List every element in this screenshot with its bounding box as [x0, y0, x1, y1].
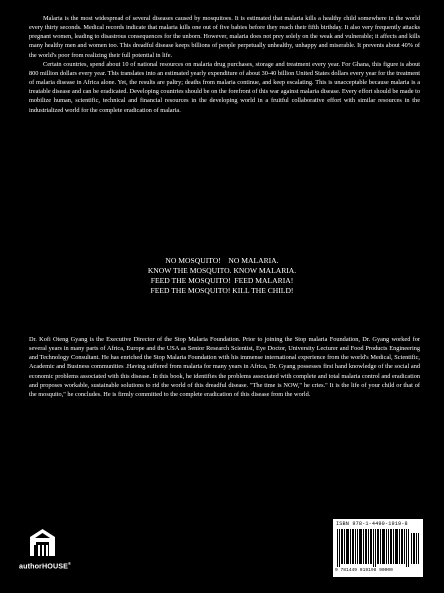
- description-paragraph-1: Malaria is the most widespread of several diseases caused by mosquitoes. It is estimated that malaria kills a healthy child somewhere in the world every thirty seconds. Medical records indicate that malaria kills one out of five babies before they reach their fifth birthday. It also very frequently attacks pregnant women, leading to disastrous consequences for the unborn. However, malaria does not prey solely on the weak and vulnerable; it affects and kills many healthy men and women too. This dreadful disease keeps billions of people perpetually unhealthy, unhappy and miserable. It prevents about 40% of the world's poor from realizing their full potential in life.: [29, 15, 420, 59]
- author-bio: [29, 335, 420, 399]
- slogan-line: FEED THE MOSQUITO! KILL THE CHILD!: [150, 286, 294, 295]
- description-paragraph-2: Certain countries, spend about 10 of national resources on malaria drug purchases, storage and treatment every year. For Ghana, this figure is about 800 million dollars every year. This translates into an estimated yearly expenditure of about 30-40 billion United States dollars every year for the treatment of malaria disease in Africa alone. Yet, the results are paltry; deaths from malaria continue, and keep escalating. This is unacceptable because malaria is a treatable disease and can be eradicated. Developing countries should be on the forefront of this war against malaria disease. Every effort should be made to mobilize human, scientific, technical and financial resources in the developing world in a fruitful collaborative effort with similar resources in the industrialized world for the complete eradication of malaria.: [29, 60, 420, 114]
- price-code: 90000: [379, 568, 393, 573]
- author-bio-text: Dr. Kofi Oteng Gyang is the Executive Director of the Stop Malaria Foundation. Prior to joining the Stop malaria Foundation, Dr. Gyang worked for several years in many parts of Africa, Europe and the USA as Senior Research Scientist, Eye Doctor, University Lecturer and Food Products Engineering and Technology Consultant. He has enriched the Stop Malaria Foundation with his immense international experience from the world's Medical, Scientific, Academic and Business communities .Having suffered from malaria for many years in Africa, Dr. Gyang possesses first hand knowledge of the social and economic problems associated with this disease. In this book, he identifies the problems associated with complete and total malaria control and eradication and proposes workable, sustainable solutions to rid the world of this dreadful disease. "The time is NOW," he cries." It is the life of your child or that of the mosquito," he concludes. He is firmly committed to the complete eradication of this disease from the world.: [29, 336, 420, 398]
- slogan-line: KNOW THE MOSQUITO. KNOW MALARIA.: [147, 266, 297, 275]
- slogan-line: NO MOSQUITO! NO MALARIA.: [165, 256, 279, 265]
- isbn-text: ISBN 978-1-4490-1919-8: [336, 521, 408, 527]
- barcode-box: [333, 519, 423, 577]
- publisher-name: authorHOUSE: [19, 561, 69, 571]
- authorhouse-logo-icon: [29, 528, 56, 557]
- description-text: [29, 14, 420, 115]
- barcode-digits: 9 781449 019198: [335, 568, 377, 573]
- barcode-number: [335, 568, 421, 573]
- barcode-icon: [337, 529, 419, 567]
- registered-mark: ®: [68, 561, 72, 566]
- slogan-line: FEED THE MOSQUITO! FEED MALARIA!: [150, 276, 294, 285]
- slogan-block: [0, 256, 444, 296]
- publisher-logo-text: [19, 561, 79, 570]
